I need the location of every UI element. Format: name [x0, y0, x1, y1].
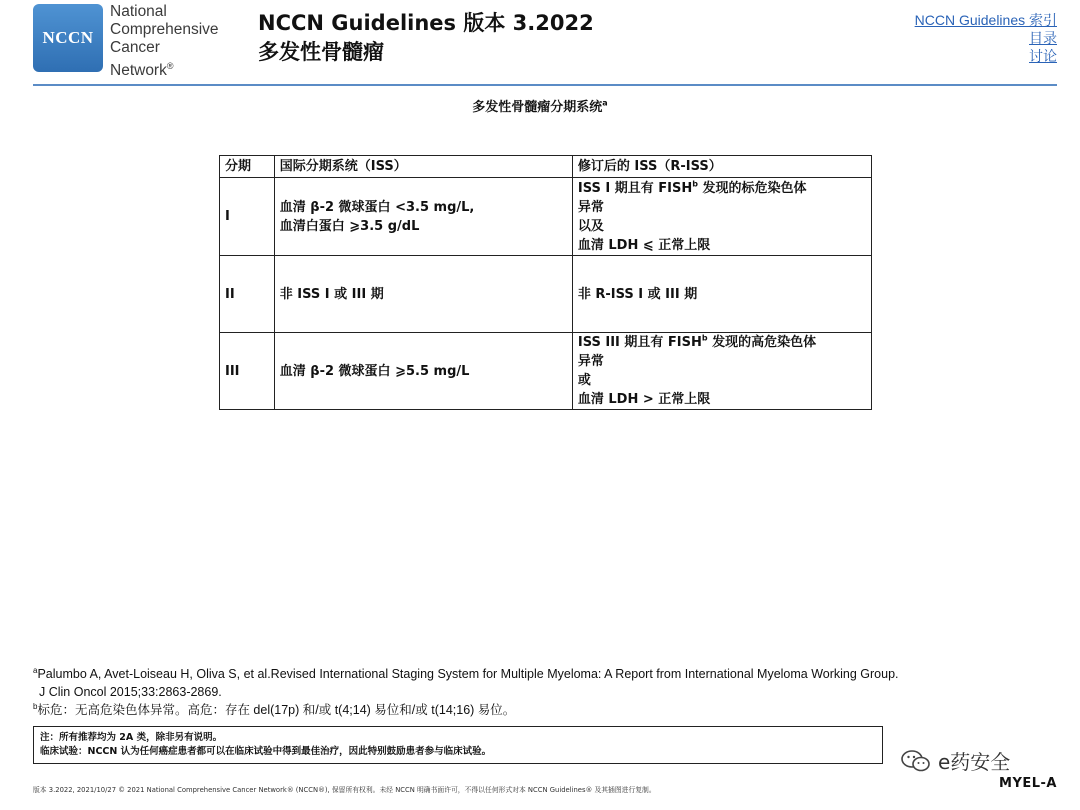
iss-cell: 血清 β-2 微球蛋白 <3.5 mg/L, 血清白蛋白 ⩾3.5 g/dL [274, 178, 572, 256]
nccn-logo [33, 4, 103, 72]
header-divider [33, 84, 1057, 86]
header-riss: 修订后的 ISS（R-ISS） [572, 156, 871, 178]
stage-cell: II [220, 256, 275, 333]
watermark-text: e药安全 [938, 750, 1011, 774]
logo-text: NCCN [42, 28, 94, 47]
staging-table [219, 155, 872, 410]
org-line-cancer: Cancer [110, 39, 160, 56]
iss-cell: 非 ISS I 或 III 期 [274, 256, 572, 333]
org-line-comprehensive: Comprehensive [110, 21, 219, 38]
table-row-stage-3 [220, 333, 872, 410]
document-title [258, 9, 594, 67]
guidelines-index-link[interactable]: NCCN Guidelines 索引 [914, 12, 1057, 28]
page-code: MYEL-A [999, 776, 1057, 791]
section-title-footnote-ref[interactable]: a [602, 98, 608, 108]
note-clinical-trials: 临床试验：NCCN 认为任何癌症患者都可以在临床试验中得到最佳治疗，因此特别鼓励患者参与临床试验。 [40, 746, 492, 757]
footnote-ref-b[interactable]: b [701, 333, 708, 343]
footnote-ref-b[interactable]: b [692, 179, 698, 189]
registered-mark: ® [166, 61, 174, 71]
org-line-network: Network® [110, 61, 174, 80]
note-box [33, 726, 883, 764]
org-line-national: National [110, 3, 167, 20]
table-header-row [220, 156, 872, 178]
footnote-a-citation: J Clin Oncol 2015;33:2863-2869. [39, 685, 222, 699]
header-iss: 国际分期系统（ISS） [274, 156, 572, 178]
section-title: 多发性骨髓瘤分期系统$^a$ [472, 98, 608, 115]
watermark [900, 746, 1010, 775]
footnote-a: $^a$Palumbo A, Avet-Loiseau H, Oliva S, et al.Revised International Staging System for Multiple Myeloma: A Report from International Myeloma Working Group. [33, 665, 899, 681]
footnotes [33, 665, 1063, 719]
note-category: 注：所有推荐均为 2A 类，除非另有说明。 [40, 732, 223, 743]
disease-title: 多发性骨髓瘤 [258, 40, 384, 64]
stage-cell: I [220, 178, 275, 256]
iss-cell: 血清 β-2 微球蛋白 ⩾5.5 mg/L [274, 333, 572, 410]
table-of-contents-link[interactable]: 目录 [1029, 30, 1057, 46]
footnote-b: $^b$标危：无高危染色体异常。高危：存在 del(17p) 和/或 t(4;14) 易位和/或 t(14;16) 易位。 [33, 701, 516, 717]
table-row-stage-1 [220, 178, 872, 256]
riss-cell: ISS I 期且有 FISH$^b$ 发现的标危染色体 异常 以及 血清 LDH ⩽ 正常上限 [572, 178, 871, 256]
copyright: 版本 3.2022, 2021/10/27 © 2021 National Comprehensive Cancer Network® (NCCN®), 保留所有权利。未经 NCCN 明确书面许可，不得以任何形式对本 NCCN Guidelines® 及其插图进行复制。 [33, 786, 656, 794]
discussion-link[interactable]: 讨论 [1029, 48, 1057, 64]
guideline-version-title: NCCN Guidelines 版本 3.2022 [258, 11, 594, 35]
header-nav [915, 11, 1057, 65]
header-stage: 分期 [220, 156, 275, 178]
stage-cell: III [220, 333, 275, 410]
table-row-stage-2 [220, 256, 872, 333]
riss-cell: 非 R-ISS I 或 III 期 [572, 256, 871, 333]
organization-name [110, 3, 260, 80]
wechat-icon [900, 748, 932, 774]
riss-cell: ISS III 期且有 FISH$^b$ 发现的高危染色体 异常 或 血清 LDH > 正常上限 [572, 333, 871, 410]
